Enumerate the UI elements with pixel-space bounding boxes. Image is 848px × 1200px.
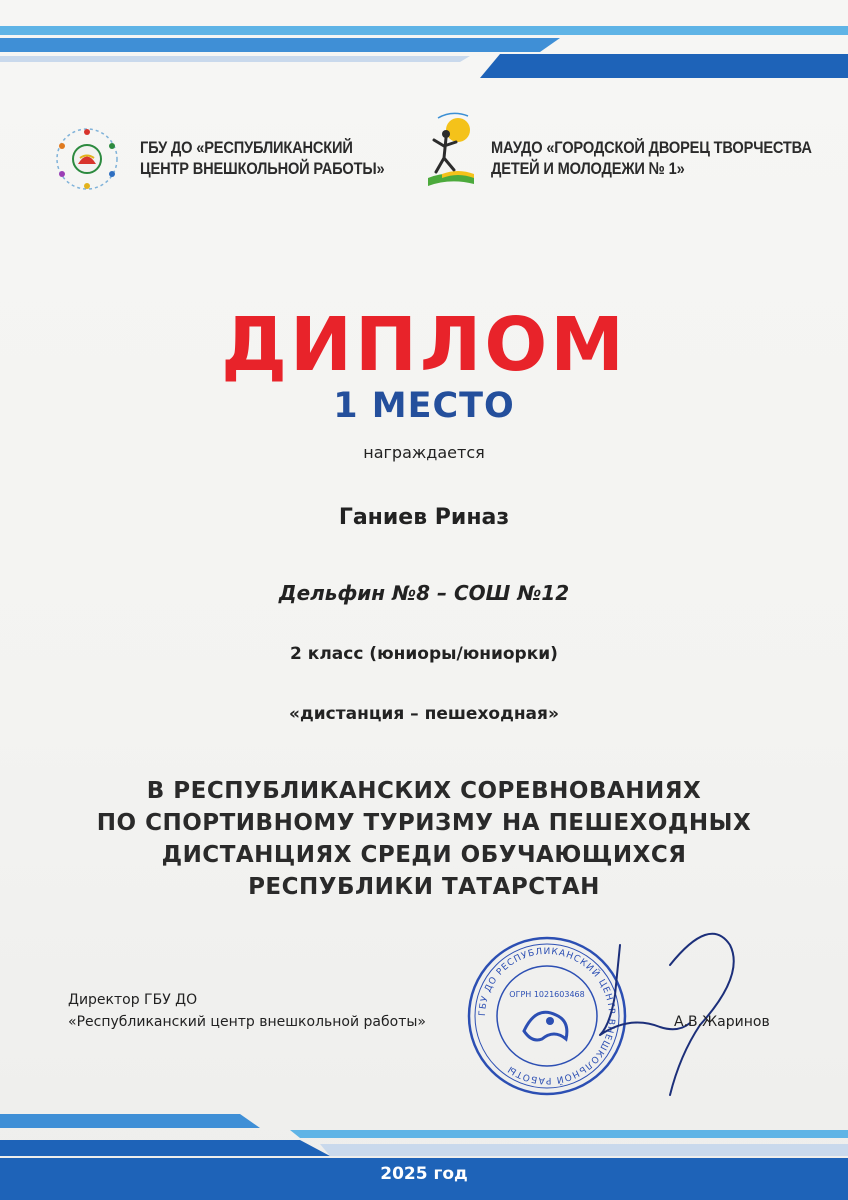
team-name: Дельфин №8 – СОШ №12 <box>278 581 570 605</box>
organizer-right-name <box>491 137 818 179</box>
event-description <box>0 775 848 903</box>
awarded-label: награждается <box>363 443 485 462</box>
emblem-ring-icon <box>52 124 122 194</box>
organizer-left-line1: ГБУ ДО «РЕСПУБЛИКАНСКИЙ <box>140 138 353 157</box>
diploma-title: ДИПЛОМ <box>221 302 627 388</box>
class-info: 2 класс (юниоры/юниорки) <box>290 644 558 664</box>
organizer-right-line1: МАУДО «ГОРОДСКОЙ ДВОРЕЦ ТВОРЧЕСТВА <box>491 138 812 157</box>
year-label: 2025 год <box>380 1164 468 1184</box>
signer-role-line2: «Республиканский центр внешкольной работы» <box>68 1014 426 1030</box>
signer-role <box>68 989 426 1033</box>
stamp-text: ГБУ ДО РЕСПУБЛИКАНСКИЙ ЦЕНТР ВНЕШКОЛЬНОЙ РАБОТЫ <box>477 946 617 1086</box>
event-line-1: В РЕСПУБЛИКАНСКИХ СОРЕВНОВАНИЯХ <box>146 778 702 804</box>
distance-type: «дистанция – пешеходная» <box>289 704 559 724</box>
place-label: 1 МЕСТО <box>333 386 515 426</box>
event-line-4: РЕСПУБЛИКИ ТАТАРСТАН <box>248 874 600 900</box>
sun-figure-icon <box>428 112 476 192</box>
signer-role-line1: Директор ГБУ ДО <box>68 992 198 1008</box>
organizer-right-line2: ДЕТЕЙ И МОЛОДЕЖИ № 1» <box>491 159 685 178</box>
top-decorative-band <box>0 0 848 90</box>
organizer-left-name <box>140 137 389 179</box>
event-line-2: ПО СПОРТИВНОМУ ТУРИЗМУ НА ПЕШЕХОДНЫХ <box>96 810 752 836</box>
recipient-name: Ганиев Риназ <box>338 505 510 530</box>
event-line-3: ДИСТАНЦИЯХ СРЕДИ ОБУЧАЮЩИХСЯ <box>161 842 687 868</box>
signer-name: А.В.Жаринов <box>674 1014 770 1030</box>
organizer-left-line2: ЦЕНТР ВНЕШКОЛЬНОЙ РАБОТЫ» <box>140 159 385 178</box>
stamp-ogrn: ОГРН 1021603468 <box>509 990 585 999</box>
handwritten-signature <box>560 905 760 1105</box>
